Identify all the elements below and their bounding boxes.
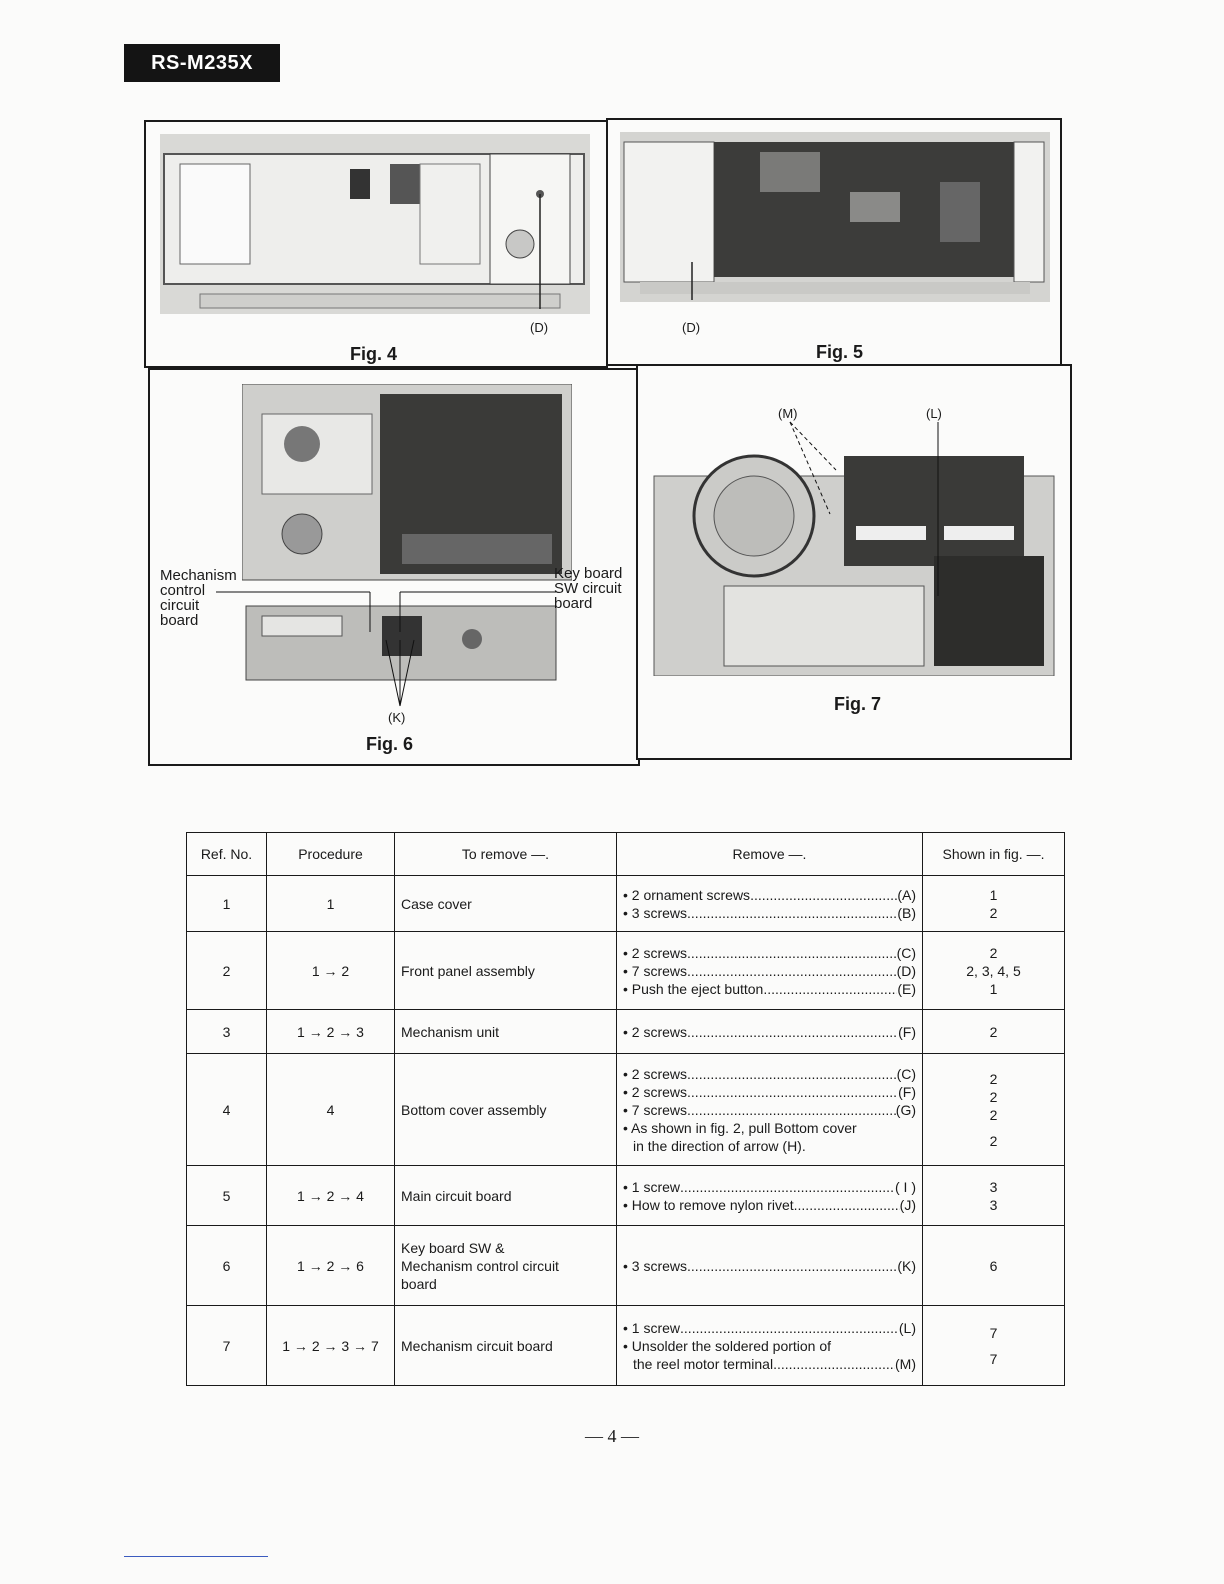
remove-item: • Push the eject button ..... (E) (623, 980, 916, 998)
remove-item: • 2 screws ..... (C) (623, 944, 916, 962)
header-to-remove: To remove —. (395, 833, 617, 876)
model-badge: RS-M235X (124, 44, 280, 82)
figure-4-panel (144, 120, 608, 368)
procedure-cell: 1 → 2 → 3 → 7 (267, 1306, 395, 1386)
remove-item: • 2 screws ..... (C) (623, 1065, 916, 1083)
fig-cell: 2 2 2 2 (923, 1054, 1065, 1166)
to-remove-cell: Mechanism unit (395, 1010, 617, 1054)
to-remove-cell: Mechanism circuit board (395, 1306, 617, 1386)
to-remove-cell: Main circuit board (395, 1166, 617, 1226)
ref-cell: 1 (187, 876, 267, 932)
figure-5-panel (606, 118, 1062, 366)
remove-cell (617, 1166, 923, 1226)
table-row (187, 1226, 1065, 1306)
divider (124, 1556, 268, 1557)
to-remove-cell: Front panel assembly (395, 932, 617, 1010)
callout-d: (D) (682, 320, 701, 335)
remove-item: • 2 ornament screws ..... (A) (623, 886, 916, 904)
to-remove-line: Key board SW & (401, 1239, 505, 1256)
table-row (187, 1306, 1065, 1386)
label-line: Mechanism (160, 567, 237, 584)
remove-item: • 3 screws ..... (B) (623, 904, 916, 922)
label-line: SW circuit (554, 580, 622, 597)
ref-cell: 5 (187, 1166, 267, 1226)
table-row (187, 876, 1065, 932)
remove-cell (617, 1306, 923, 1386)
label-line: board (160, 612, 199, 629)
figure-7-panel (636, 364, 1072, 760)
header-remove: Remove —. (617, 833, 923, 876)
remove-item: • 3 screws ..... (K) (623, 1257, 916, 1275)
figure-6-label: Fig. 6 (366, 734, 414, 754)
remove-note: • Unsolder the soldered portion of (623, 1337, 832, 1354)
table-row (187, 932, 1065, 1010)
procedure-cell: 1 → 2 (267, 932, 395, 1010)
ref-cell: 3 (187, 1010, 267, 1054)
callout-k: (K) (388, 710, 406, 725)
figure-7-label: Fig. 7 (834, 694, 882, 714)
header-shown-in-fig: Shown in fig. —. (923, 833, 1065, 876)
page-number: — 4 — (585, 1426, 639, 1446)
to-remove-cell: Case cover (395, 876, 617, 932)
table-row (187, 1166, 1065, 1226)
label-line: control (160, 582, 206, 599)
fig-cell: 1 2 (923, 876, 1065, 932)
remove-cell (617, 932, 923, 1010)
figure-4-photo (160, 134, 590, 314)
remove-note: in the direction of arrow (H). (633, 1137, 806, 1154)
header-ref-no: Ref. No. (187, 833, 267, 876)
remove-note: • As shown in fig. 2, pull Bottom cover (623, 1119, 857, 1136)
label-line: Key board (554, 565, 623, 582)
table-row (187, 1010, 1065, 1054)
ref-cell: 4 (187, 1054, 267, 1166)
remove-item: • 2 screws ..... (F) (623, 1083, 916, 1101)
table-row (187, 1054, 1065, 1166)
fig-cell: 7 7 (923, 1306, 1065, 1386)
remove-cell (617, 1054, 923, 1166)
procedure-cell: 1 (267, 876, 395, 932)
fig-cell: 2 (923, 1010, 1065, 1054)
to-remove-line: board (401, 1275, 437, 1292)
remove-cell (617, 1010, 923, 1054)
header-procedure: Procedure (267, 833, 395, 876)
procedure-cell: 4 (267, 1054, 395, 1166)
label-line: board (554, 595, 593, 612)
ref-cell: 7 (187, 1306, 267, 1386)
remove-item: • 7 screws ..... (G) (623, 1101, 916, 1119)
ref-cell: 2 (187, 932, 267, 1010)
fig-cell: 3 3 (923, 1166, 1065, 1226)
remove-item: the reel motor terminal ..... (M) (623, 1355, 916, 1373)
disassembly-table (186, 832, 1065, 1386)
label-line: circuit (160, 597, 200, 614)
figure-5-photo (620, 132, 1050, 302)
remove-item: • 2 screws ..... (F) (623, 1023, 916, 1041)
remove-item: • How to remove nylon rivet ..... (J) (623, 1196, 916, 1214)
to-remove-line: Mechanism control circuit (401, 1257, 559, 1274)
key-board-label (554, 566, 622, 611)
fig-cell: 6 (923, 1226, 1065, 1306)
fig-cell: 2 2, 3, 4, 5 1 (923, 932, 1065, 1010)
figure-5-label: Fig. 5 (816, 342, 864, 362)
callout-d: (D) (530, 320, 549, 335)
remove-cell (617, 1226, 923, 1306)
remove-item: • 1 screw ..... (L) (623, 1319, 916, 1337)
figure-4-label: Fig. 4 (350, 344, 398, 364)
mechanism-control-label (160, 568, 237, 628)
to-remove-cell (395, 1226, 617, 1306)
procedure-cell: 1 → 2 → 6 (267, 1226, 395, 1306)
table-header-row (187, 833, 1065, 876)
remove-item: • 1 screw ..... ( I ) (623, 1178, 916, 1196)
remove-cell (617, 876, 923, 932)
callout-m: (M) (778, 406, 798, 421)
procedure-cell: 1 → 2 → 4 (267, 1166, 395, 1226)
callout-l: (L) (926, 406, 942, 421)
figure-6-panel (148, 368, 640, 766)
remove-item: • 7 screws ..... (D) (623, 962, 916, 980)
to-remove-cell: Bottom cover assembly (395, 1054, 617, 1166)
procedure-cell: 1 → 2 → 3 (267, 1010, 395, 1054)
ref-cell: 6 (187, 1226, 267, 1306)
